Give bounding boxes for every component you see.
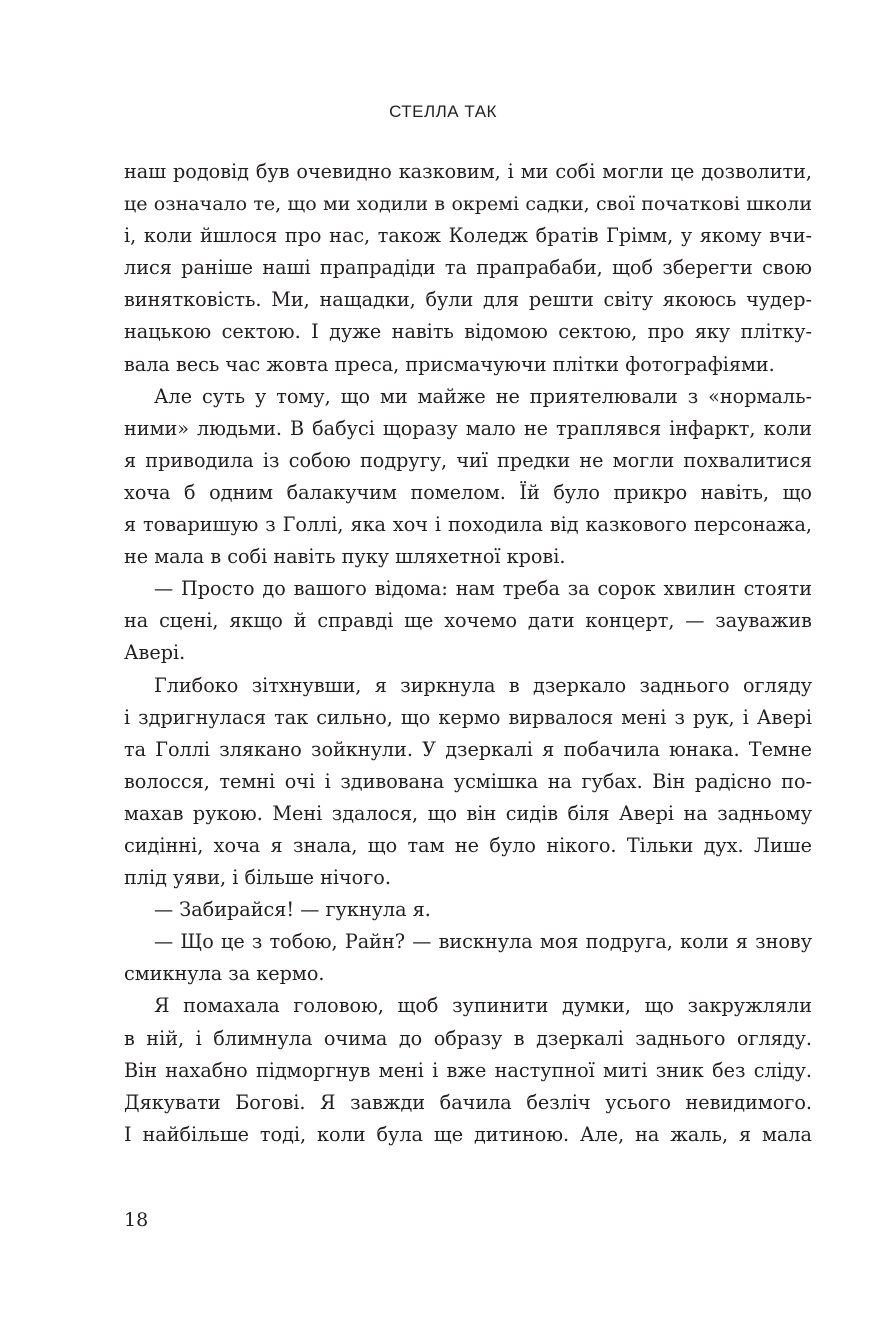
text-line: в ній, і блимнула очима до образу в дзеркалі заднього огляду. xyxy=(124,1026,812,1050)
text-line: вала весь час жовта преса, присмачуючи плітки фотографіями. xyxy=(124,352,775,376)
text-line: сидінні, хоча я знала, що там не було нікого. Тільки дух. Лише xyxy=(124,833,812,857)
text-line: смикнула за кермо. xyxy=(124,962,325,986)
text-line: Глибоко зітхнувши, я зиркнула в дзеркало заднього огляду xyxy=(154,673,812,697)
text-line: Але суть у тому, що ми майже не приятелювали з «нормаль- xyxy=(154,384,812,408)
text-line: і, коли йшлося про нас, також Коледж братів Грімм, у якому вчи- xyxy=(124,224,812,248)
text-line: волосся, темні очі і здивована усмішка на губах. Він радісно по- xyxy=(124,769,812,793)
text-line: винятковість. Ми, нащадки, були для решти світу якоюсь чудер- xyxy=(124,288,812,312)
text-line: І найбільше тоді, коли була ще дитиною. Але, на жаль, я мала xyxy=(124,1122,812,1146)
text-line: наш родовід був очевидно казковим, і ми собі могли це дозволити, xyxy=(124,160,812,183)
text-line: — Забирайся! — гукнула я. xyxy=(154,898,431,922)
text-line: хоча б одним балакучим помелом. Їй було прикро навіть, що xyxy=(124,480,812,504)
text-line: Дякувати Богові. Я завжди бачила безліч усього невидимого. xyxy=(124,1090,812,1114)
text-line: на сцені, якщо й справді ще хочемо дати концерт, — зауважив xyxy=(124,609,812,633)
text-line: Він нахабно підморгнув мені і вже наступної миті зник без сліду. xyxy=(124,1058,812,1082)
text-line: плід уяви, і більше нічого. xyxy=(124,866,391,890)
text-line: не мала в собі навіть пуку шляхетної крові. xyxy=(124,545,566,569)
text-line: ними» людьми. В бабусі щоразу мало не траплявся інфаркт, коли xyxy=(124,416,812,440)
text-line: — Просто до вашого відома: нам треба за сорок хвилин стояти xyxy=(154,577,812,601)
page-number: 18 xyxy=(124,1209,149,1231)
text-line: — Що це з тобою, Райн? — вискнула моя подруга, коли я знову xyxy=(154,930,812,954)
text-line: це означало те, що ми ходили в окремі садки, свої початкові школи xyxy=(124,193,812,216)
text-line: Авері. xyxy=(124,641,186,665)
running-head: СТЕЛЛА ТАК xyxy=(389,102,497,121)
text-line: я приводила із собою подругу, чиї предки не могли похвалитися xyxy=(124,448,812,472)
text-line: нацькою сектою. І дуже навіть відомою сектою, про яку плітку- xyxy=(124,320,812,344)
text-line: та Голлі злякано зойкнули. У дзеркалі я побачила юнака. Темне xyxy=(124,737,812,761)
text-line: я товаришую з Голлі, яка хоч і походила від казкового персонажа, xyxy=(124,513,812,537)
text-line: махав рукою. Мені здалося, що він сидів біля Авері на задньому xyxy=(124,801,812,825)
text-line: Я помахала головою, щоб зупинити думки, що закружляли xyxy=(154,994,812,1018)
text-line: і здригнулася так сильно, що кермо вирвалося мені з рук, і Авері xyxy=(124,705,812,729)
text-line: лися раніше наші прапрадіди та прапрабаби, щоб зберегти свою xyxy=(124,256,812,280)
body-text xyxy=(124,156,812,1151)
